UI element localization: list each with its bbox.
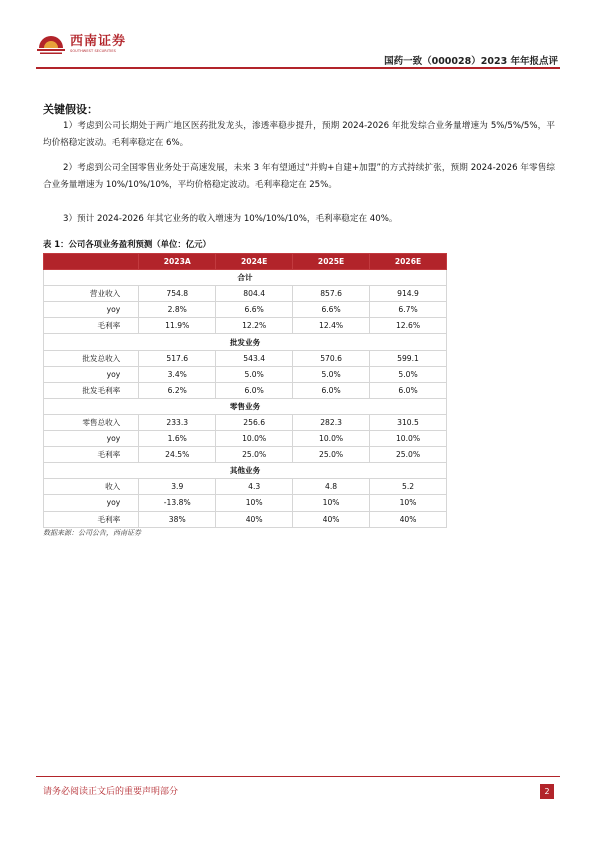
logo-name-en: SOUTHWEST SECURITIES <box>70 48 116 53</box>
table-cell: 4.8 <box>293 479 370 495</box>
company-logo <box>36 32 126 56</box>
table-cell: 233.3 <box>139 414 216 430</box>
logo-name-cn: 西南证券 <box>70 33 127 49</box>
table-cell: 10.0% <box>370 431 447 447</box>
section-name: 其他业务 <box>44 463 447 479</box>
column-header <box>44 254 139 270</box>
row-label: yoy <box>44 302 139 318</box>
table-cell: 25.0% <box>216 447 293 463</box>
table-cell: 543.4 <box>216 350 293 366</box>
table-cell: 6.6% <box>293 302 370 318</box>
table-cell: 6.6% <box>216 302 293 318</box>
table-title: 表 1：公司各项业务盈利预测（单位：亿元） <box>43 239 211 249</box>
table-row <box>44 447 447 463</box>
table-cell: 5.0% <box>216 366 293 382</box>
table-cell: 6.7% <box>370 302 447 318</box>
table-header-row <box>44 254 447 270</box>
table-cell: 857.6 <box>293 286 370 302</box>
table-cell: 10% <box>293 495 370 511</box>
table-row <box>44 350 447 366</box>
table-row <box>44 366 447 382</box>
row-label: 毛利率 <box>44 318 139 334</box>
column-header: 2025E <box>293 254 370 270</box>
table-cell: -13.8% <box>139 495 216 511</box>
footer-disclaimer: 请务必阅读正文后的重要声明部分 <box>43 787 179 797</box>
table-cell: 6.0% <box>216 382 293 398</box>
table-cell: 6.2% <box>139 382 216 398</box>
table-cell: 6.0% <box>293 382 370 398</box>
table-cell: 25.0% <box>370 447 447 463</box>
assumption-paragraph-2: 2）考虑到公司全国零售业务处于高速发展，未来 3 年有望通过“并购+自建+加盟”的方式持续扩张，预期 2024-2026 年零售综合业务量增速为 10%/10%/10%，平均价格稳定波动。毛利率稳定在 25%。 <box>43 163 555 190</box>
table-row <box>44 414 447 430</box>
section-row <box>44 398 447 414</box>
table-cell: 5.0% <box>293 366 370 382</box>
table-cell: 517.6 <box>139 350 216 366</box>
table-row <box>44 479 447 495</box>
table-cell: 5.2 <box>370 479 447 495</box>
table-cell: 40% <box>370 511 447 527</box>
row-label: 批发毛利率 <box>44 382 139 398</box>
table-source: 数据来源：公司公告，西南证券 <box>43 529 141 537</box>
row-label: yoy <box>44 495 139 511</box>
row-label: 毛利率 <box>44 447 139 463</box>
table-cell: 10% <box>370 495 447 511</box>
table-cell: 40% <box>293 511 370 527</box>
section-row <box>44 463 447 479</box>
table-cell: 914.9 <box>370 286 447 302</box>
table-cell: 10.0% <box>216 431 293 447</box>
table-cell: 11.9% <box>139 318 216 334</box>
assumption-paragraph-1: 1）考虑到公司长期处于两广地区医药批发龙头，渗透率稳步提升，预期 2024-2026 年批发综合业务量增速为 5%/5%/5%，平均价格稳定波动。毛利率稳定在 6%。 <box>43 121 555 148</box>
table-cell: 1.6% <box>139 431 216 447</box>
row-label: 零售总收入 <box>44 414 139 430</box>
table-row <box>44 302 447 318</box>
table-cell: 24.5% <box>139 447 216 463</box>
table-cell: 256.6 <box>216 414 293 430</box>
table-row <box>44 511 447 527</box>
table-cell: 12.6% <box>370 318 447 334</box>
column-header: 2023A <box>139 254 216 270</box>
row-label: 批发总收入 <box>44 350 139 366</box>
row-label: 营业收入 <box>44 286 139 302</box>
row-label: 毛利率 <box>44 511 139 527</box>
table-cell: 570.6 <box>293 350 370 366</box>
table-cell: 40% <box>216 511 293 527</box>
page-number: 2 <box>540 784 554 799</box>
section-name: 零售业务 <box>44 398 447 414</box>
table-row <box>44 318 447 334</box>
table-cell: 10% <box>216 495 293 511</box>
table-cell: 2.8% <box>139 302 216 318</box>
table-cell: 282.3 <box>293 414 370 430</box>
table-row <box>44 495 447 511</box>
table-cell: 10.0% <box>293 431 370 447</box>
assumption-paragraph-3: 3）预计 2024-2026 年其它业务的收入增速为 10%/10%/10%，毛利率稳定在 40%。 <box>63 214 398 224</box>
footer-divider <box>36 776 560 777</box>
header-divider <box>36 67 560 69</box>
table-cell: 754.8 <box>139 286 216 302</box>
table-cell: 599.1 <box>370 350 447 366</box>
table-cell: 310.5 <box>370 414 447 430</box>
row-label: yoy <box>44 431 139 447</box>
table-row <box>44 286 447 302</box>
sun-logo-icon <box>36 32 66 56</box>
section-name: 批发业务 <box>44 334 447 350</box>
table-cell: 3.9 <box>139 479 216 495</box>
column-header: 2024E <box>216 254 293 270</box>
row-label: yoy <box>44 366 139 382</box>
table-cell: 5.0% <box>370 366 447 382</box>
table-cell: 38% <box>139 511 216 527</box>
table-row <box>44 382 447 398</box>
table-cell: 3.4% <box>139 366 216 382</box>
table-row <box>44 431 447 447</box>
table-cell: 4.3 <box>216 479 293 495</box>
table-cell: 12.2% <box>216 318 293 334</box>
section-row <box>44 270 447 286</box>
section-title: 关键假设： <box>43 103 98 116</box>
report-title: 国药一致（000028）2023 年年报点评 <box>384 56 558 67</box>
section-name: 合计 <box>44 270 447 286</box>
table-cell: 6.0% <box>370 382 447 398</box>
table-cell: 12.4% <box>293 318 370 334</box>
table-cell: 804.4 <box>216 286 293 302</box>
table-cell: 25.0% <box>293 447 370 463</box>
section-row <box>44 334 447 350</box>
column-header: 2026E <box>370 254 447 270</box>
row-label: 收入 <box>44 479 139 495</box>
forecast-table <box>43 253 447 528</box>
